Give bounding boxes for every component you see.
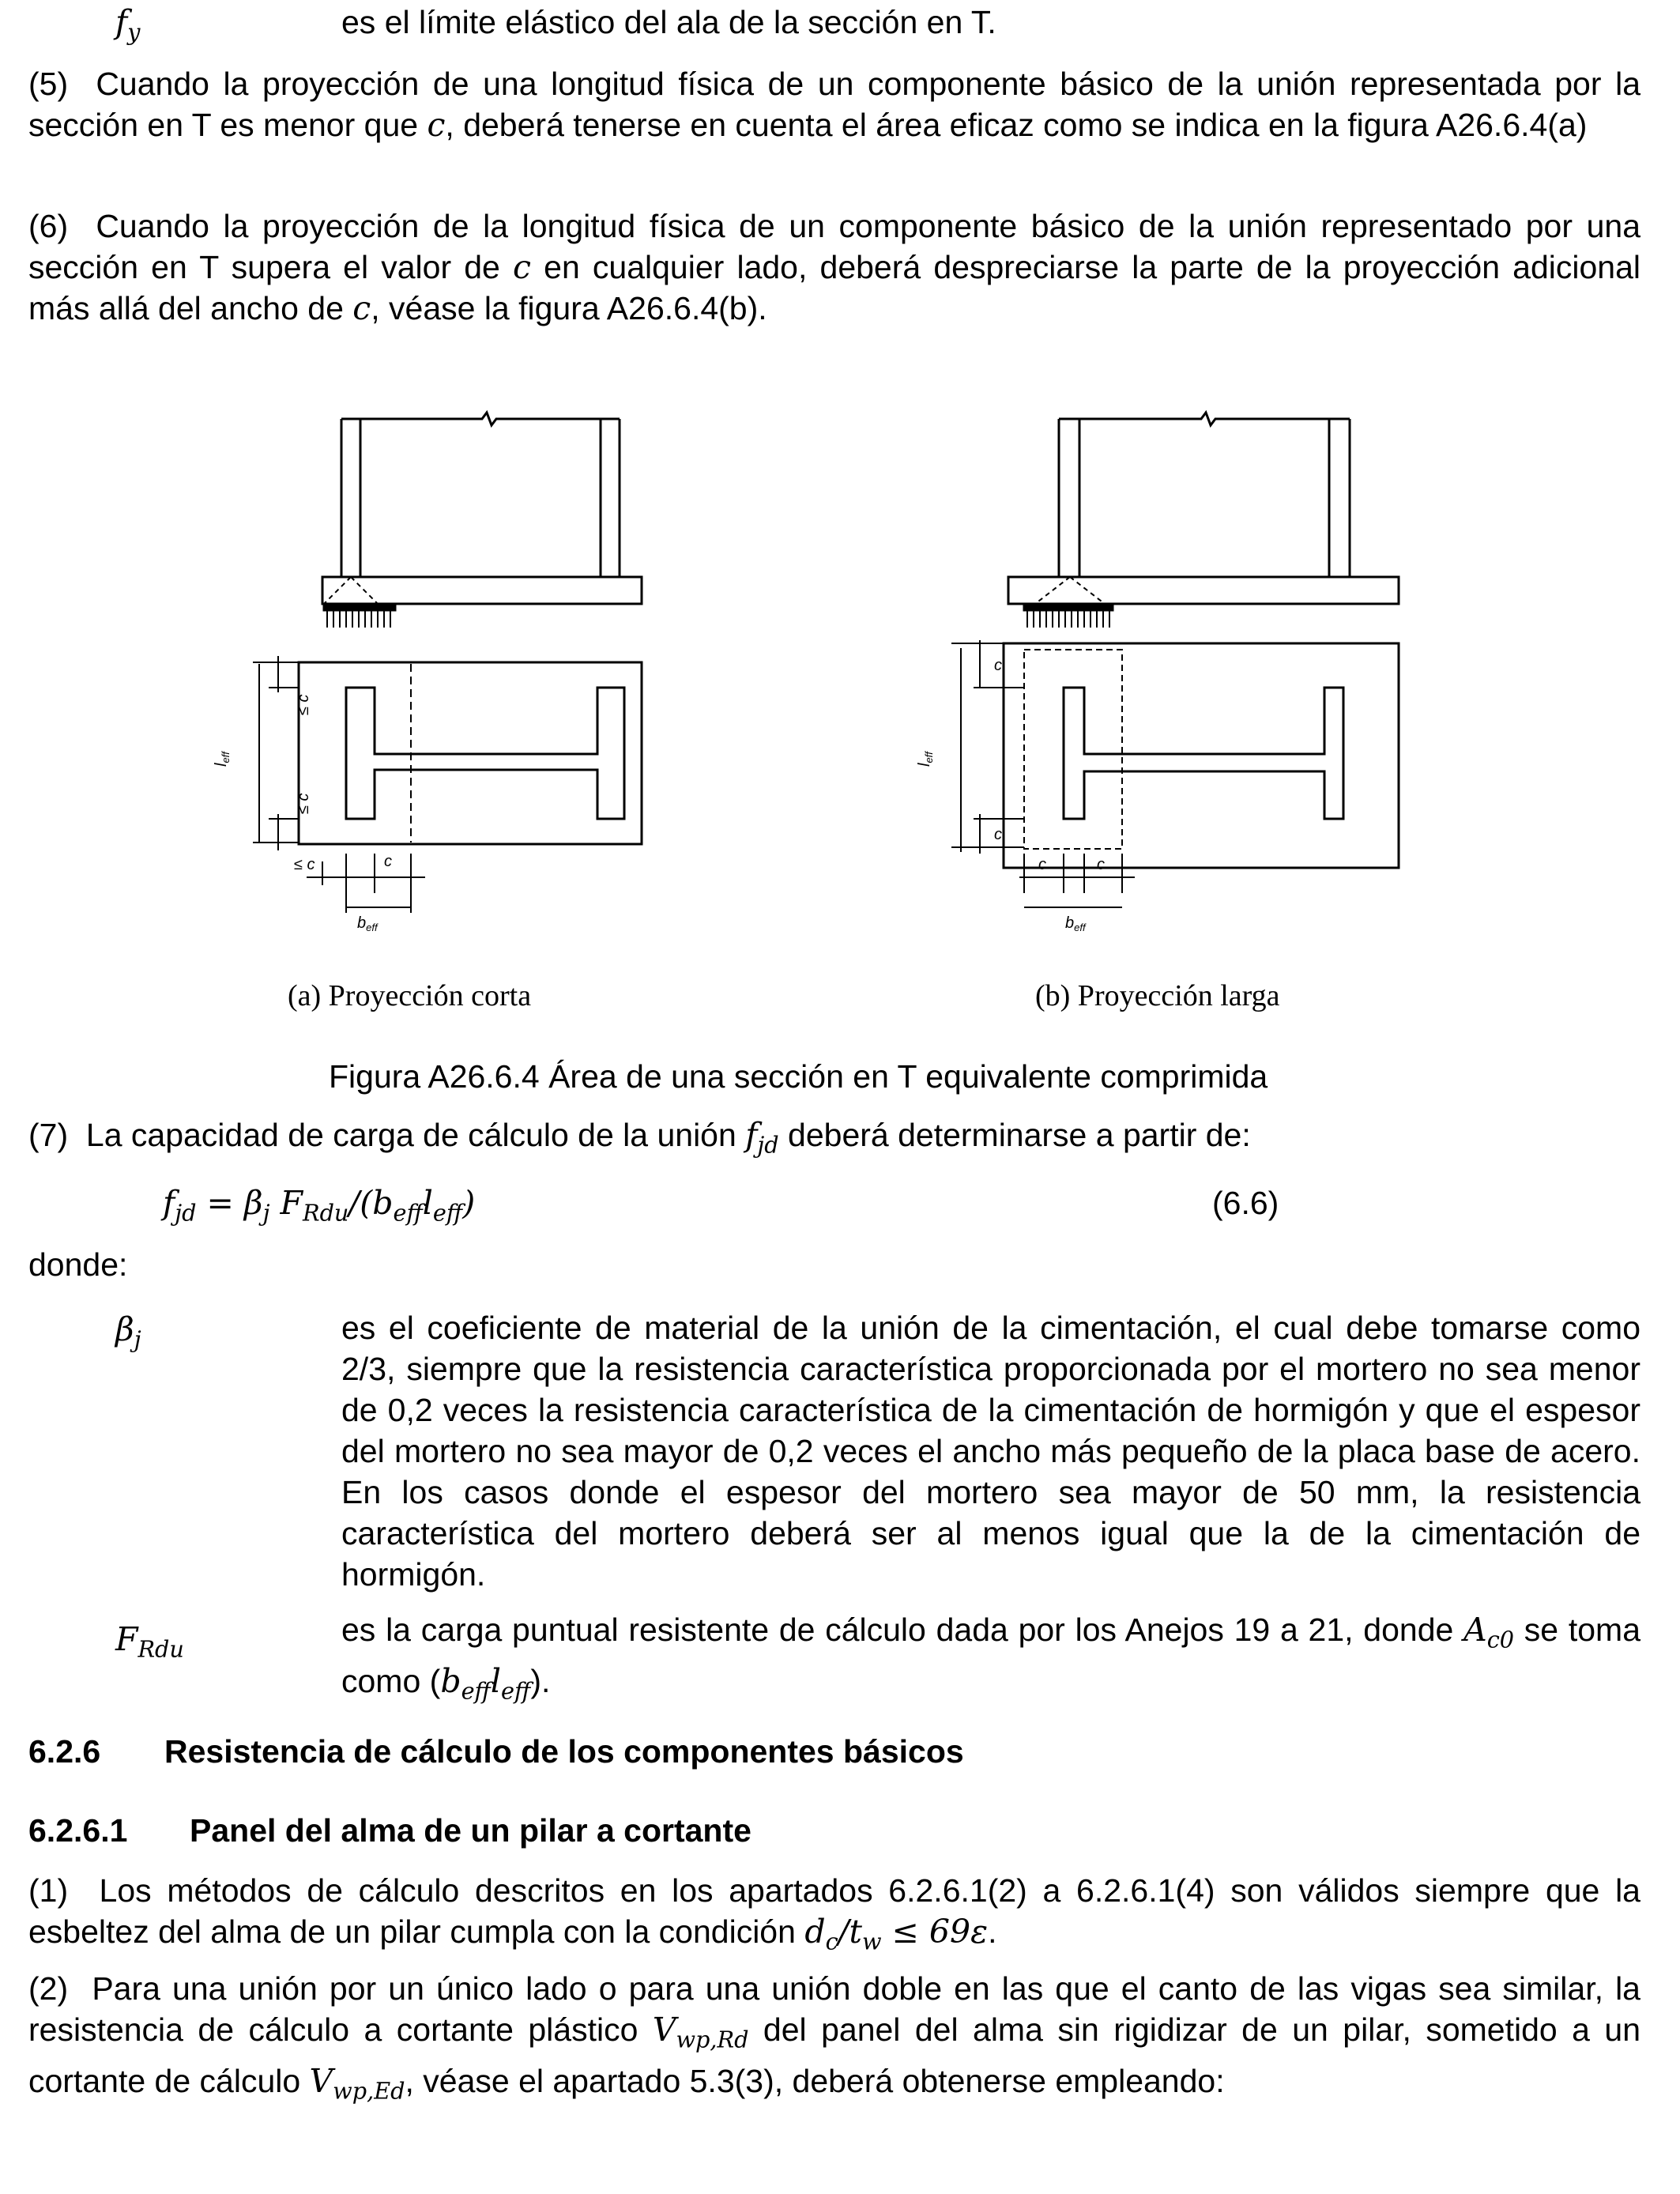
paragraph-number: (6) <box>28 208 69 244</box>
dim-label-c-top-b: c <box>994 657 1002 674</box>
donde-label: donde: <box>28 1246 128 1283</box>
definition-fy-text: es el límite elástico del ala de la sección en T. <box>341 4 996 40</box>
section-heading-6-2-6-1: 6.2.6.1 Panel del alma de un pilar a cortante <box>28 1812 751 1849</box>
paragraph-number: (1) <box>28 1872 69 1909</box>
symbol-subscript: jd <box>757 1131 779 1159</box>
equation-number: (6.6) <box>1212 1185 1279 1221</box>
paragraph-7 <box>28 1114 1251 1166</box>
dim-label-c-a: c <box>384 853 392 870</box>
figure-caption: Figura A26.6.4 Área de una sección en T equivalente comprimida <box>329 1058 1268 1095</box>
definition-frdu-text: es la carga puntual resistente de cálculo dada por los Anejos 19 a 21, donde $A_{c0}$ se toma como $(b_{eff}l_{eff})$. <box>341 1611 1641 1705</box>
definition-symbol-frdu: $F_{Rdu}$ <box>115 1620 184 1663</box>
dim-label-leff-a: $l_{eff}$ <box>213 752 232 767</box>
paragraph-text: Cuando la proyección de la longitud física de un componente básico de la unión representado por una sección en T supera el valor de <box>28 208 1640 285</box>
paragraph-text: La capacidad de carga de cálculo de la unión <box>85 1117 746 1153</box>
equation-6-6: $f_{jd} = \beta_j$ $F_{Rdu}/(b_{eff}l_{eff})$ <box>163 1184 476 1227</box>
symbol-c: c <box>352 289 371 327</box>
dim-label-le-c-bottom-a: ≤ c <box>295 793 312 814</box>
symbol-f: f <box>745 1116 758 1154</box>
dim-label-beff-b: $b_{eff}$ <box>1065 914 1086 933</box>
subcaption-b: (b) Proyección larga <box>1035 979 1280 1012</box>
definition-fy <box>115 2 140 53</box>
paragraph-number: (7) <box>28 1117 69 1153</box>
paragraph-text: , véase la figura A26.6.4(b). <box>371 290 767 326</box>
subcaption-a: (a) Proyección corta <box>288 979 532 1012</box>
paragraph-text: , deberá tenerse en cuenta el área eficaz como se indica en la figura A26.6.4(a) <box>445 107 1588 143</box>
symbol-f: f <box>115 3 128 41</box>
definition-beta-text: es el coeficiente de material de la unión de la cimentación, el cual debe tomarse como 2/3, siempre que la resistencia característica proporcionada por el mortero no sea menor de 0,2 veces la resistencia característica de la cimentación de hormigón y que el espesor del mortero no sea mayor de 0,2 veces el ancho más pequeño de la placa base de acero. En los casos donde el espesor del mortero sea mayor de 50 mm, la resistencia característica del mortero deberá ser al menos igual que la de la cimentación de hormigón. <box>341 1310 1640 1593</box>
diagram-short-projection <box>253 413 642 913</box>
definition-symbol-beta: $\beta_j$ <box>115 1310 141 1353</box>
diagram-long-projection <box>951 413 1399 907</box>
paragraph-5 <box>28 63 1640 145</box>
paragraph-2: (2) Para una unión por un único lado o para una unión doble en las que el canto de las vigas sea similar, la resistencia de cálculo a cortante plástico $V_{wp,Rd}$ del panel del alma sin rigidizar de un pilar, sometido a un cortante de cálculo $V_{wp,Ed}$, véase el apartado 5.3(3), deberá obtenerse empleando: <box>28 1970 1640 2105</box>
dim-label-beff-a: $b_{eff}$ <box>357 914 378 933</box>
dim-label-c-right-b: c <box>1097 856 1105 873</box>
paragraph-number: (5) <box>28 66 69 102</box>
paragraph-text: en cualquier lado, deberá despreciarse la parte de la proyección adicional más allá del ancho de <box>28 249 1640 326</box>
dim-label-le-c-top-a: ≤ c <box>295 694 312 715</box>
figure-a26-6-4 <box>0 340 1680 1051</box>
symbol-subscript: y <box>127 18 141 46</box>
dim-label-leff-b: $l_{eff}$ <box>916 752 935 767</box>
paragraph-text: Cuando la proyección de una longitud física de un componente básico de la unión representada por la sección en T es menor que <box>28 66 1640 143</box>
dim-label-le-c-horizontal-a: ≤ c <box>294 856 315 873</box>
paragraph-number: (2) <box>28 1970 69 2007</box>
paragraph-6 <box>28 205 1640 329</box>
dim-label-c-left-b: c <box>1038 856 1046 873</box>
symbol-c: c <box>513 248 531 286</box>
symbol-c: c <box>427 106 446 144</box>
dim-label-c-bottom-b: c <box>994 826 1002 843</box>
section-heading-6-2-6: 6.2.6 Resistencia de cálculo de los componentes básicos <box>28 1733 964 1770</box>
paragraph-1: (1) Los métodos de cálculo descritos en los apartados 6.2.6.1(2) a 6.2.6.1(4) son válidos siempre que la esbeltez del alma de un pilar cumpla con la condición $d_c/t_w \le 69\varepsilon$. <box>28 1872 1640 1955</box>
paragraph-text: deberá determinarse a partir de: <box>778 1117 1251 1153</box>
